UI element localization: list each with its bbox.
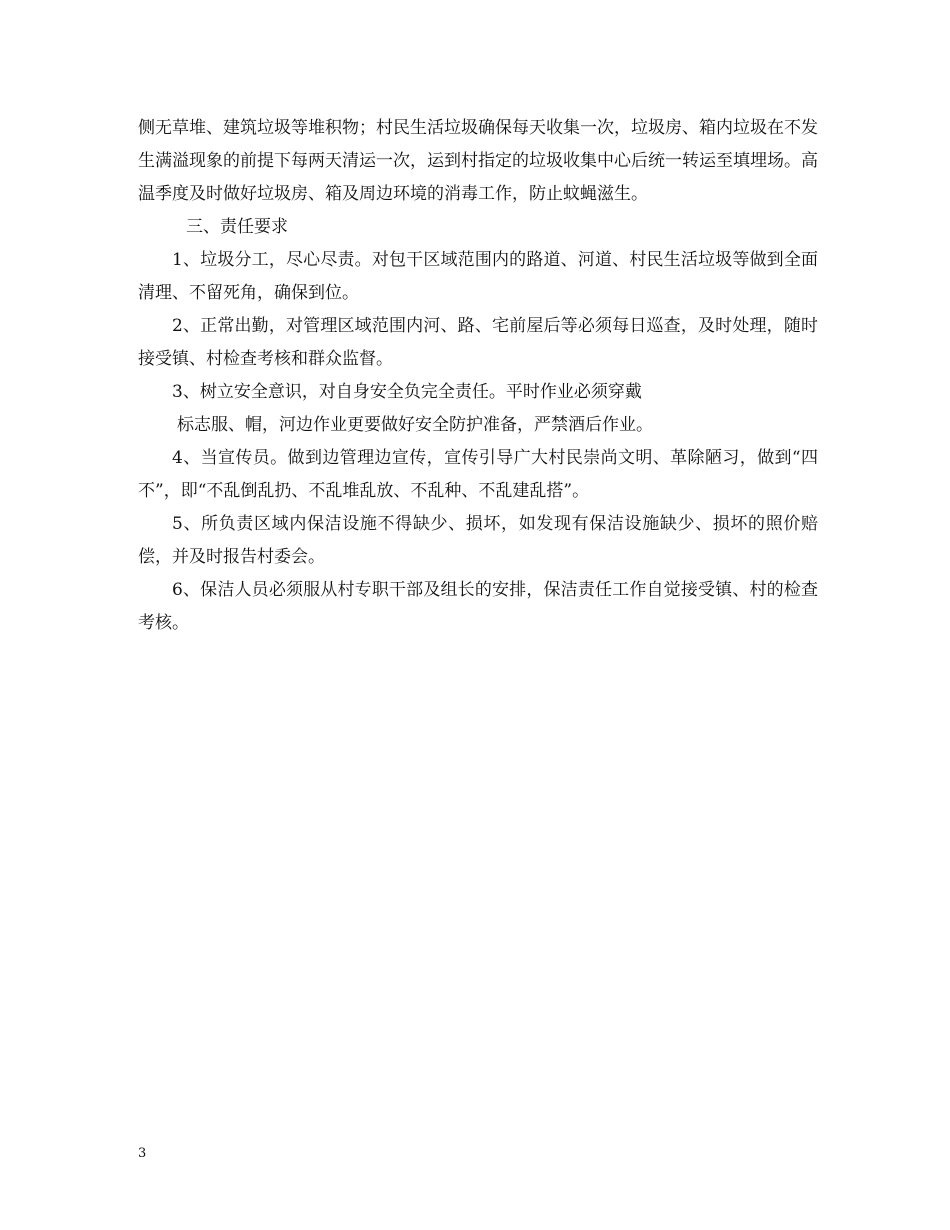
- paragraph-continuation: 侧无草堆、建筑垃圾等堆积物；村民生活垃圾确保每天收集一次，垃圾房、箱内垃圾在不发生满溢现象的前提下每两天清运一次，运到村指定的垃圾收集中心后统一转运至填埋场。高温季度及时做好垃圾房、箱及周边环境的消毒工作，防止蚊蝇滋生。: [138, 118, 818, 204]
- page-number: 3: [138, 1146, 147, 1161]
- requirement-item-2: 2、正常出勤，对管理区域范围内河、路、宅前屋后等必须每日巡查，及时处理，随时接受镇、村检查考核和群众监督。: [138, 316, 818, 369]
- requirement-item-3-line-1: 3、树立安全意识，对自身安全负完全责任。平时作业必须穿戴: [172, 382, 642, 402]
- requirement-item-3-line-2: 标志服、帽，河边作业更要做好安全防护准备，严禁酒后作业。: [177, 415, 653, 435]
- requirement-item-4: 4、当宣传员。做到边管理边宣传，宣传引导广大村民崇尚文明、革除陋习，做到“四不”，即“不乱倒乱扔、不乱堆乱放、不乱种、不乱建乱搭”。: [138, 448, 818, 501]
- requirement-item-1: 1、垃圾分工，尽心尽责。对包干区域范围内的路道、河道、村民生活垃圾等做到全面清理、不留死角，确保到位。: [138, 250, 818, 303]
- requirement-item-5: 5、所负责区域内保洁设施不得缺少、损坏，如发现有保洁设施缺少、损坏的照价赔偿，并及时报告村委会。: [138, 514, 818, 567]
- requirement-item-6: 6、保洁人员必须服从村专职干部及组长的安排，保洁责任工作自觉接受镇、村的检查考核。: [138, 580, 818, 633]
- document-body: [138, 112, 818, 640]
- section-heading-responsibility-requirements: 三、责任要求: [186, 217, 288, 237]
